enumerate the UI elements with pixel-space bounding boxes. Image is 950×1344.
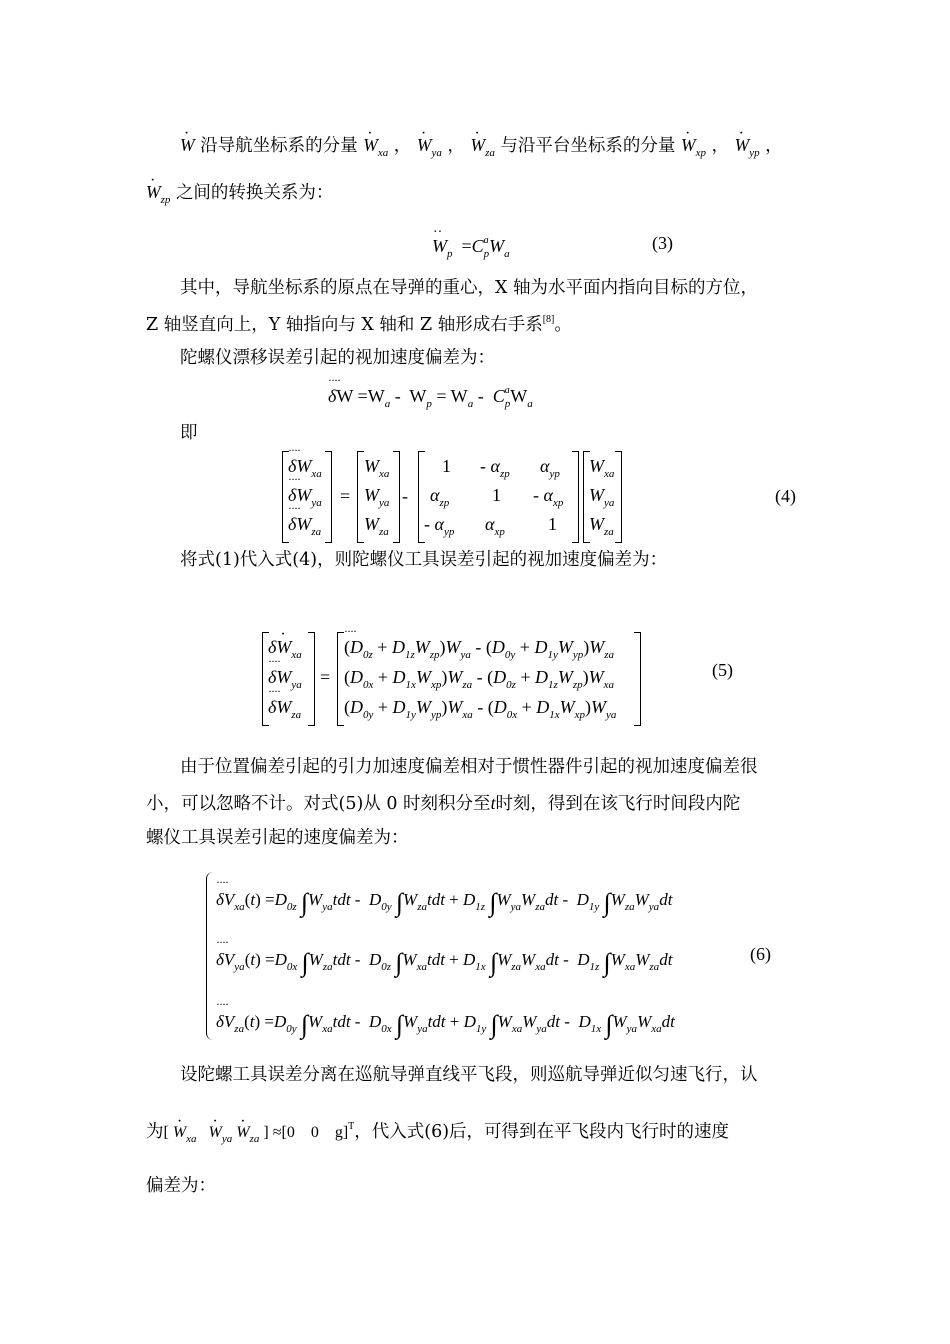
paragraph-8-line2: 为[ · $W_{xa} \cdot W_{ya} \cdot W_{za}$ ] ≈[0 0 g]$^T$，代入式(6)后，可得到在平飞段内飞行时的速度 xyxy=(146,1122,729,1145)
equation-3: ·· $W_p =C$ $_{a p}W_a$ xyxy=(432,236,510,260)
text: 与沿平台坐标系的分量 xyxy=(500,136,676,156)
text: 之间的转换关系为： xyxy=(175,183,334,203)
text: ， xyxy=(711,136,730,156)
text: ， xyxy=(447,136,465,156)
math-t: t xyxy=(490,793,496,813)
paragraph-3: 其中，导航坐标系的原点在导弹的重心，X 轴为水平面内指向目标的方位， xyxy=(180,278,759,298)
text: 。 xyxy=(554,315,572,335)
paragraph-1 xyxy=(180,137,783,159)
text: 时刻，得到在该飞行时间段内陀 xyxy=(495,794,741,814)
approx-vector: ≈[0 0 g] xyxy=(272,1124,349,1141)
paragraph-7: 由于位置偏差引起的引力加速度偏差相对于惯性器件引起的视加速度偏差很 xyxy=(180,757,758,777)
transpose: T xyxy=(348,1121,355,1132)
text: ， xyxy=(393,136,412,156)
paragraph-6: 将式(1)代入式(4)，则陀螺仪工具误差引起的视加速度偏差为： xyxy=(180,550,668,570)
text: Z 轴竖直向上，Y 轴指向与 X 轴和 Z 轴形成右手系 xyxy=(146,315,543,335)
paragraph-8: 设陀螺工具误差分离在巡航导弹直线平飞段，则巡航导弹近似匀速飞行，认 xyxy=(180,1065,758,1085)
math-w: · $W_{zp}$ xyxy=(146,184,170,206)
equation-number-3: (3) xyxy=(652,233,673,253)
equation-drift: $\delta\cdot\cdot\cdot\cdot W =W_a - W_p = W_a - C$ $_{a p}W_a$ xyxy=(328,386,533,410)
paragraph-7-line2 xyxy=(146,795,740,814)
equation-number-6: (6) xyxy=(750,944,771,964)
citation: [8] xyxy=(542,314,555,325)
text: ， xyxy=(765,136,783,156)
math-w: · $W_{za}$ xyxy=(470,137,494,159)
paragraph-3-cont xyxy=(146,315,572,335)
text: 小，可以忽略不计。对式(5)从 0 时刻积分至 xyxy=(146,794,491,814)
math-w: · W xyxy=(180,137,195,155)
math-w: · $W_{xa}$ xyxy=(363,137,388,159)
paragraph-1-cont xyxy=(146,184,333,206)
math-w: · $W_{yp}$ xyxy=(735,137,760,159)
text: ，代入式(6)后，可得到在平飞段内飞行时的速度 xyxy=(354,1122,730,1142)
math-w: · $W_{ya}$ xyxy=(417,137,442,159)
paragraph-4: 陀螺仪漂移误差引起的视加速度偏差为： xyxy=(180,348,495,368)
equation-number-5: (5) xyxy=(712,660,733,680)
paragraph-5: 即 xyxy=(180,423,198,443)
math-w: · $W_{xp}$ xyxy=(681,137,706,159)
paragraph-8-line3: 偏差为： xyxy=(146,1176,216,1196)
text: 沿导航坐标系的分量 xyxy=(200,136,358,156)
equation-number-4: (4) xyxy=(775,486,796,506)
paragraph-7-line3: 螺仪工具误差引起的速度偏差为： xyxy=(146,828,409,848)
text: 为 xyxy=(146,1122,164,1142)
